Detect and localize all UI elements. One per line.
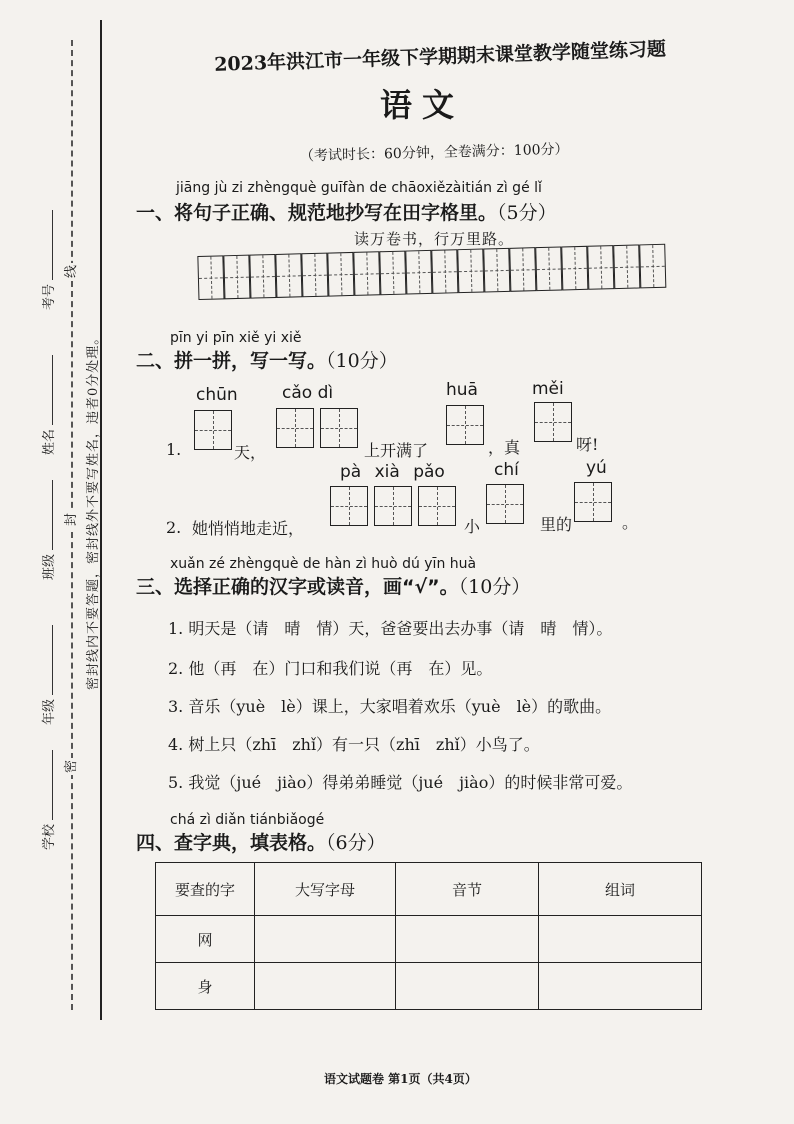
section3-item-3: 3. 音乐（yuè lè）课上，大家唱着欢乐（yuè lè）的歌曲。 bbox=[168, 697, 612, 716]
table-cell-char: 网 bbox=[156, 916, 255, 963]
section3-title bbox=[136, 572, 530, 599]
binding-strip bbox=[0, 0, 110, 1124]
pinyin-chi: chí bbox=[494, 460, 519, 480]
section2-title-text: 二、拼一拼，写一写。 bbox=[136, 350, 327, 372]
line1-text-zhen: ，真 bbox=[488, 438, 521, 457]
grid-cell[interactable] bbox=[446, 405, 484, 445]
grid-cell[interactable] bbox=[320, 408, 358, 448]
pinyin-chun: chūn bbox=[196, 385, 238, 405]
table-cell-capital[interactable] bbox=[255, 963, 396, 1010]
section3-item-5: 5. 我觉（jué jiào）得弟弟睡觉（jué jiào）的时候非常可爱。 bbox=[168, 773, 633, 792]
grid-cell[interactable] bbox=[457, 249, 484, 294]
line1-number: 1. bbox=[166, 440, 182, 459]
line1-text-ya: 呀! bbox=[576, 435, 599, 454]
pinyin-yu: yú bbox=[586, 458, 607, 478]
binding-notice: 密封线内不要答题，密封线外不要写姓名，违者0分处理。 bbox=[86, 330, 101, 690]
exam-subject: 语文 bbox=[380, 86, 465, 124]
table-header: 大写字母 bbox=[255, 863, 396, 916]
exam-title: 2023年洪江市一年级下学期期末课堂教学随堂练习题 bbox=[213, 38, 667, 76]
grid-cell[interactable] bbox=[223, 255, 250, 300]
line1-text-shang: 上开满了 bbox=[364, 441, 429, 460]
answer-grid-caodi[interactable] bbox=[276, 408, 358, 448]
grid-cell[interactable] bbox=[509, 247, 536, 292]
grid-cell[interactable] bbox=[405, 250, 432, 295]
grid-cell[interactable] bbox=[249, 254, 276, 299]
section4-pinyin: chá zì diǎn tiánbiǎogé bbox=[170, 812, 325, 828]
grid-cell[interactable] bbox=[275, 253, 302, 298]
section3-item-1: 1. 明天是（请 晴 情）天，爸爸要出去办事（请 晴 情）。 bbox=[168, 619, 613, 638]
line1-text-tian: 天， bbox=[234, 443, 267, 462]
grid-cell[interactable] bbox=[574, 482, 612, 522]
section3-item-2: 2. 他（再 在）门口和我们说（再 在）见。 bbox=[168, 659, 493, 678]
answer-grid-hua[interactable] bbox=[446, 405, 484, 445]
answer-grid-paxiapao[interactable] bbox=[330, 486, 456, 526]
grid-cell[interactable] bbox=[330, 486, 368, 526]
table-header: 组词 bbox=[539, 863, 702, 916]
name-label: 姓名 bbox=[42, 428, 57, 455]
student-id-field bbox=[38, 210, 57, 310]
line2-text-lide: 里的 bbox=[540, 515, 573, 534]
section3-score: （10分） bbox=[458, 576, 531, 598]
dictionary-table bbox=[155, 862, 702, 1010]
table-cell-syllable[interactable] bbox=[396, 916, 539, 963]
section2-title bbox=[136, 346, 398, 373]
class-field bbox=[38, 480, 57, 580]
grid-cell[interactable] bbox=[613, 244, 640, 289]
table-header: 要查的字 bbox=[156, 863, 255, 916]
section1-pinyin: jiāng jù zi zhèngquè guīfàn de chāoxiězàitián zì gé lǐ bbox=[176, 180, 542, 196]
section1-score: （5分） bbox=[497, 202, 557, 224]
table-header: 音节 bbox=[396, 863, 539, 916]
table-cell-capital[interactable] bbox=[255, 916, 396, 963]
grid-cell[interactable] bbox=[301, 253, 328, 298]
seal-mark-seal: 封 bbox=[60, 511, 79, 528]
answer-grid-mei[interactable] bbox=[534, 402, 572, 442]
section3-pinyin: xuǎn zé zhèngquè de hàn zì huò dú yīn huà bbox=[170, 556, 477, 572]
grid-cell[interactable] bbox=[587, 245, 614, 290]
section3-item-4: 4. 树上只（zhī zhǐ）有一只（zhī zhǐ）小鸟了。 bbox=[168, 735, 540, 754]
grid-cell[interactable] bbox=[379, 251, 406, 296]
grid-cell[interactable] bbox=[194, 410, 232, 450]
page-footer: 语文试题卷 第1页（共4页） bbox=[324, 1072, 477, 1086]
pinyin-caodi: cǎo dì bbox=[282, 383, 334, 403]
grid-cell[interactable] bbox=[276, 408, 314, 448]
grid-cell[interactable] bbox=[639, 244, 666, 289]
seal-mark-line: 线 bbox=[60, 263, 79, 280]
grid-cell[interactable] bbox=[534, 402, 572, 442]
exam-meta: （考试时长：60分钟，全卷满分：100分） bbox=[299, 141, 569, 165]
section1-sentence: 读万卷书，行万里路。 bbox=[354, 230, 515, 248]
grade-field bbox=[38, 625, 57, 725]
grid-cell[interactable] bbox=[353, 251, 380, 296]
school-label: 学校 bbox=[42, 823, 57, 850]
section1-title-text: 一、将句子正确、规范地抄写在田字格里。 bbox=[136, 202, 498, 224]
answer-grid-yu[interactable] bbox=[574, 482, 612, 522]
grade-label: 年级 bbox=[42, 698, 57, 725]
seal-mark-secret: 密 bbox=[60, 758, 79, 775]
line2-text-end: 。 bbox=[622, 513, 639, 532]
table-row bbox=[156, 963, 702, 1010]
grid-cell[interactable] bbox=[418, 486, 456, 526]
grid-cell[interactable] bbox=[486, 484, 524, 524]
section4-title-text: 四、查字典，填表格。 bbox=[136, 832, 327, 854]
grid-cell[interactable] bbox=[197, 255, 224, 300]
section1-title bbox=[136, 198, 557, 225]
copy-grid-row bbox=[197, 244, 666, 306]
grid-cell[interactable] bbox=[374, 486, 412, 526]
grid-cell[interactable] bbox=[561, 246, 588, 291]
answer-grid-chun[interactable] bbox=[194, 410, 232, 450]
name-field bbox=[38, 355, 57, 455]
answer-grid-chi[interactable] bbox=[486, 484, 524, 524]
section4-title bbox=[136, 828, 386, 855]
section3-title-text: 三、选择正确的汉字或读音，画“√”。 bbox=[136, 576, 459, 598]
student-id-label: 考号 bbox=[42, 283, 57, 310]
class-label: 班级 bbox=[42, 553, 57, 580]
pinyin-mei: měi bbox=[532, 379, 564, 399]
grid-cell[interactable] bbox=[483, 248, 510, 293]
pinyin-paxiapao: pà xià pǎo bbox=[340, 462, 445, 482]
grid-cell[interactable] bbox=[327, 252, 354, 297]
line2-text-xiao: 小 bbox=[464, 517, 481, 536]
school-field bbox=[38, 750, 57, 850]
section2-score: （10分） bbox=[326, 350, 398, 372]
grid-cell[interactable] bbox=[535, 246, 562, 291]
line2-number: 2. bbox=[166, 518, 182, 537]
table-cell-word[interactable] bbox=[539, 963, 702, 1010]
table-row bbox=[156, 916, 702, 963]
table-cell-syllable[interactable] bbox=[396, 963, 539, 1010]
grid-cell[interactable] bbox=[431, 249, 458, 294]
table-header-row bbox=[156, 863, 702, 916]
line2-text-start: 她悄悄地走近， bbox=[192, 519, 305, 538]
pinyin-hua: huā bbox=[446, 380, 478, 400]
section4-score: （6分） bbox=[326, 832, 386, 854]
table-cell-word[interactable] bbox=[539, 916, 702, 963]
table-cell-char: 身 bbox=[156, 963, 255, 1010]
section2-pinyin: pīn yi pīn xiě yi xiě bbox=[170, 330, 302, 346]
